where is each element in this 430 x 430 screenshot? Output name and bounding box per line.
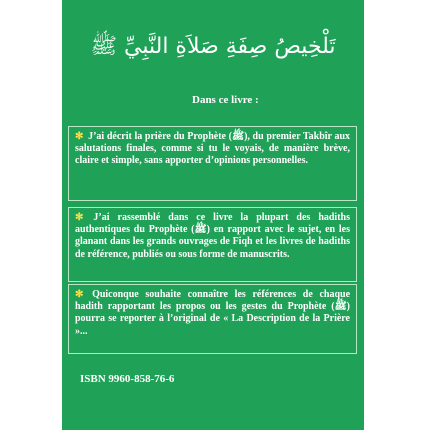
intro-heading: Dans ce livre : <box>192 94 259 106</box>
isbn-number: ISBN 9960-858-76-6 <box>80 373 175 385</box>
asterisk-icon: ✻ <box>75 131 84 142</box>
paragraph-1 <box>75 131 350 168</box>
paragraph-3 <box>75 289 350 338</box>
paragraph-box-1 <box>68 126 357 201</box>
paragraph-box-3 <box>68 284 357 354</box>
asterisk-icon: ✻ <box>75 289 84 300</box>
asterisk-icon: ✻ <box>75 212 84 223</box>
paragraph-3-text: Quiconque souhaite connaître les références de chaque hadith rapportant les propos ou les gestes du Prophète (ﷺ) pourra se reporter à l’original de « La Description de la Prière »... <box>75 289 351 337</box>
paragraph-1-text: J’ai décrit la prière du Prophète (ﷺ), du premier Takbîr aux salutations finales, comme si tu le voyais, de manière brève, claire et simple, sans apporter d’opinions personnelles. <box>75 131 351 167</box>
arabic-title: تَلْخِيصُ صِفَةِ صَلاَةِ النَّبِيِّ ﷺ <box>90 34 336 59</box>
paragraph-2 <box>75 212 350 261</box>
paragraph-box-2 <box>68 207 357 282</box>
paragraph-2-text: J’ai rassemblé dans ce livre la plupart des hadiths authentiques du Prophète (ﷺ) en rapport avec le sujet, en les glanant dans les grands ouvrages de Fiqh et les livres de hadiths de référence, publiés ou sous forme de manuscrits. <box>75 212 350 260</box>
